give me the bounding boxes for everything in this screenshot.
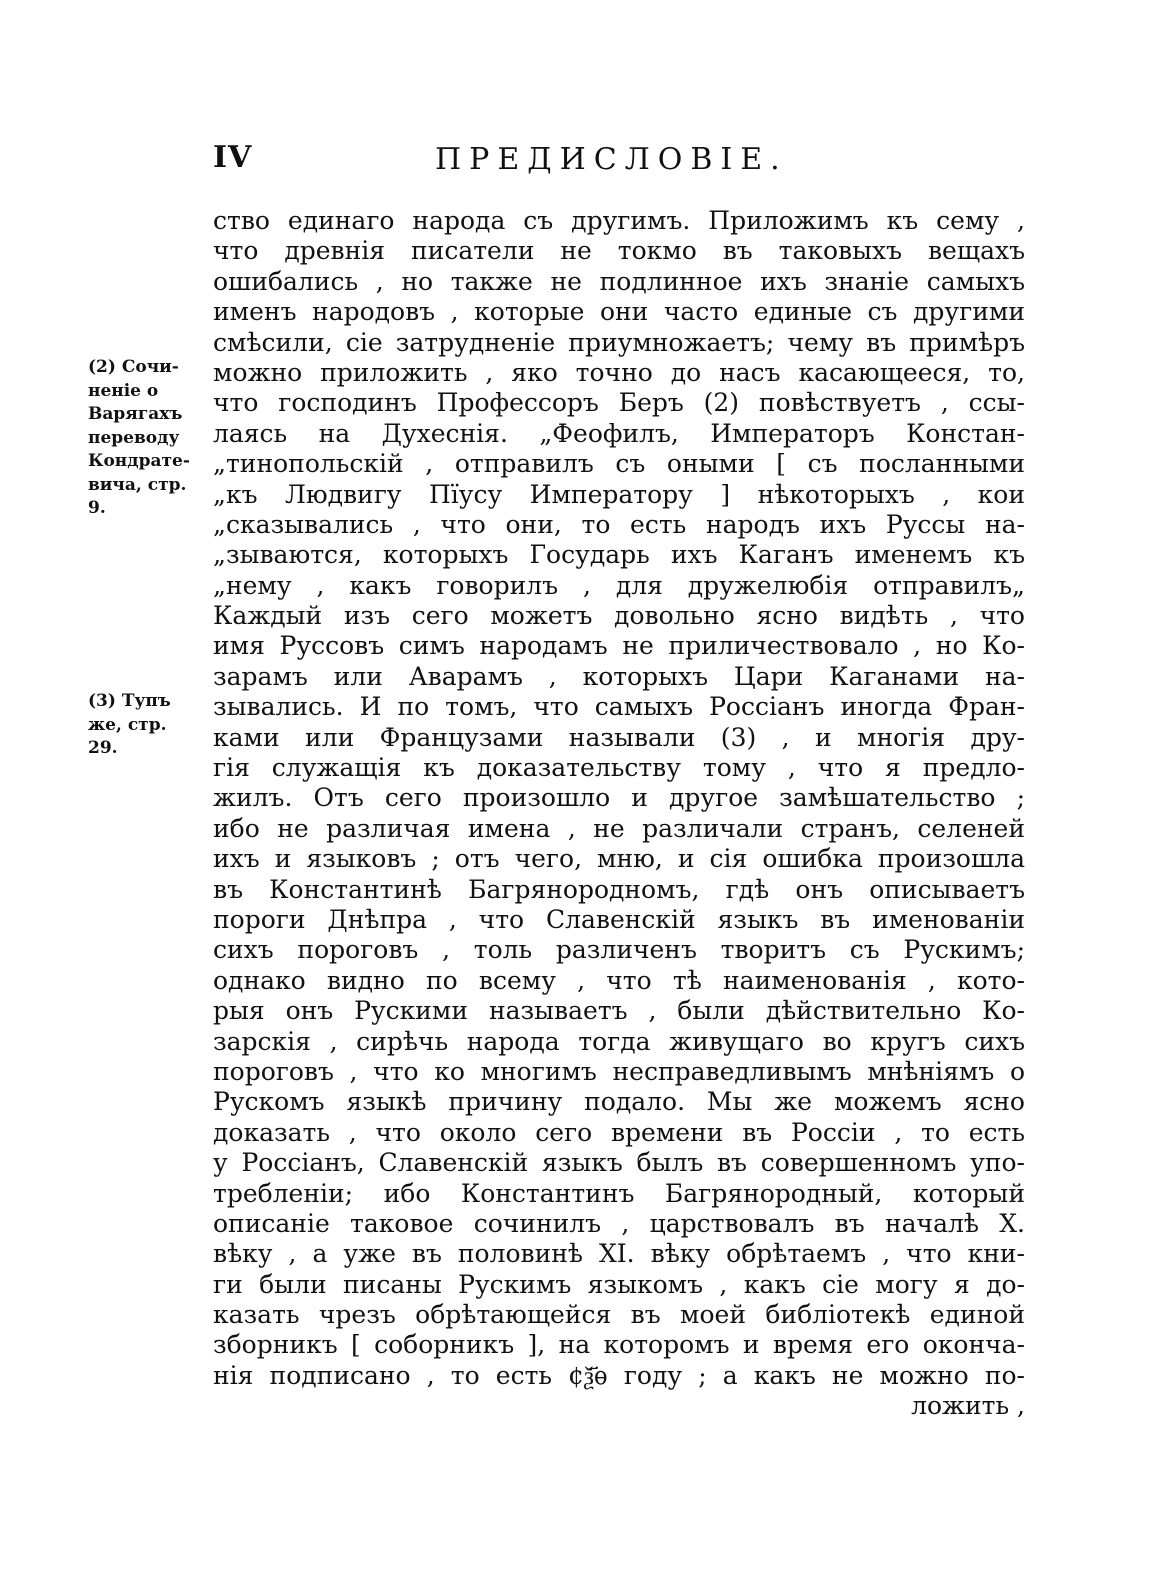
text-line: казать чрезъ обрѣтающейся въ моей библіотекѣ единой bbox=[213, 1300, 1025, 1330]
margin-note-line: Варягахъ bbox=[88, 404, 183, 424]
text-line: „сказывались , что они, то есть народъ ихъ Руссы на- bbox=[213, 509, 1025, 539]
text-line: пороговъ , что ко многимъ несправедливымъ мнѣніямъ о bbox=[213, 1056, 1025, 1086]
margin-note-2 bbox=[88, 356, 212, 521]
text-line: ги были писаны Рускимъ языкомъ , какъ сіе могу я до- bbox=[213, 1269, 1025, 1299]
text-line: „къ Людвигу Пїусу Императору ] нѣкоторыхъ , кои bbox=[213, 479, 1025, 509]
main-text bbox=[213, 206, 1025, 1422]
text-line: рыя онъ Рускими называетъ , были дѣйствительно Ко- bbox=[213, 996, 1025, 1026]
text-line: что господинъ Профессоръ Беръ (2) повѣствуетъ , ссы- bbox=[213, 388, 1025, 418]
text-line: однако видно по всему , что тѣ наименованія , кото- bbox=[213, 965, 1025, 995]
text-line: смѣсили, сіе затрудненіе приумножаетъ; чему въ примѣръ bbox=[213, 327, 1025, 357]
text-line: гія служащія къ доказательству тому , что я предло- bbox=[213, 753, 1025, 783]
margin-note-line: (3) Тупъ bbox=[88, 691, 171, 711]
text-line: ибо не различая имена , не различали странъ, селеней bbox=[213, 813, 1025, 843]
text-line: доказать , что около сего времени въ Россіи , то есть bbox=[213, 1117, 1025, 1147]
margin-note-line: 9. bbox=[88, 498, 106, 518]
text-line: зборникъ [ соборникъ ], на которомъ и время его оконча- bbox=[213, 1330, 1025, 1360]
margin-note-line: вича, стр. bbox=[88, 474, 187, 495]
text-line: зарамъ или Аварамъ , которыхъ Цари Каганами на- bbox=[213, 661, 1025, 691]
catchword: ложить , bbox=[911, 1391, 1025, 1421]
text-line: „зываются, которыхъ Государь ихъ Каганъ именемъ къ bbox=[213, 540, 1025, 570]
margin-note-line: (2) Сочи- bbox=[88, 357, 179, 377]
text-line: ство единаго народа съ другимъ. Приложимъ къ сему , bbox=[213, 206, 1025, 235]
text-line: нія подписано , то есть ¢ѯ҃ѳ году ; а какъ не можно по- bbox=[213, 1360, 1025, 1390]
text-line: жилъ. Отъ сего произошло и другое замѣшательство ; bbox=[213, 783, 1025, 813]
text-line: въ Константинѣ Багрянородномъ, гдѣ онъ описываетъ bbox=[213, 874, 1025, 904]
text-line: ихъ и языковъ ; отъ чего, мню, и сія ошибка произошла bbox=[213, 844, 1025, 874]
text-line: Рускомъ языкѣ причину подало. Мы же можемъ ясно bbox=[213, 1087, 1025, 1117]
page-header bbox=[213, 140, 1033, 184]
text-line: Каждый изъ сего можетъ довольно ясно видѣть , что bbox=[213, 601, 1025, 631]
running-title: ПРЕДИСЛОВІЕ. bbox=[435, 142, 788, 177]
text-line: пороги Днѣпра , что Славенскій языкъ въ именованіи bbox=[213, 904, 1025, 934]
text-line: зывались. И по томъ, что самыхъ Россіанъ иногда Фран- bbox=[213, 692, 1025, 722]
text-line: требленіи; ибо Константинъ Багрянородный, который bbox=[213, 1178, 1025, 1208]
text-line: можно приложить , яко точно до насъ касающееся, то, bbox=[213, 357, 1025, 387]
text-line: имя Руссовъ симъ народамъ не приличествовало , но Ко- bbox=[213, 631, 1025, 661]
margin-note-line: неніе о bbox=[88, 380, 159, 401]
text-line: ошибались , но также не подлинное ихъ знаніе самыхъ bbox=[213, 266, 1025, 296]
text-line: зарскія , сирѣчь народа тогда живущаго во кругъ сихъ bbox=[213, 1026, 1025, 1056]
text-line: именъ народовъ , которые они часто единые съ другими bbox=[213, 297, 1025, 327]
text-line: ками или Французами называли (3) , и многія дру- bbox=[213, 722, 1025, 752]
margin-note-line: переводу bbox=[88, 427, 180, 448]
margin-note-line: Кондрате- bbox=[88, 451, 190, 471]
margin-note-line: 29. bbox=[88, 738, 118, 758]
text-line: у Россіанъ, Славенскій языкъ былъ въ совершенномъ упо- bbox=[213, 1148, 1025, 1178]
margin-note-line: же, стр. bbox=[88, 714, 167, 735]
text-line: что древнія писатели не токмо въ таковыхъ вещахъ bbox=[213, 236, 1025, 266]
text-line: сихъ пороговъ , толь различенъ творитъ съ Рускимъ; bbox=[213, 935, 1025, 965]
text-line: „нему , какъ говорилъ , для дружелюбія отправилъ„ bbox=[213, 570, 1025, 600]
text-line: описаніе таковое сочинилъ , царствовалъ въ началѣ X. bbox=[213, 1208, 1025, 1238]
page-number: IV bbox=[213, 140, 253, 175]
text-line: вѣку , а уже въ половинѣ XI. вѣку обрѣтаемъ , что кни- bbox=[213, 1239, 1025, 1269]
text-line: „тинопольскій , отправилъ съ оными [ съ посланными bbox=[213, 449, 1025, 479]
margin-note-3 bbox=[88, 690, 212, 761]
text-line: лаясь на Духеснія. „Феофилъ, Императоръ Констан- bbox=[213, 418, 1025, 448]
